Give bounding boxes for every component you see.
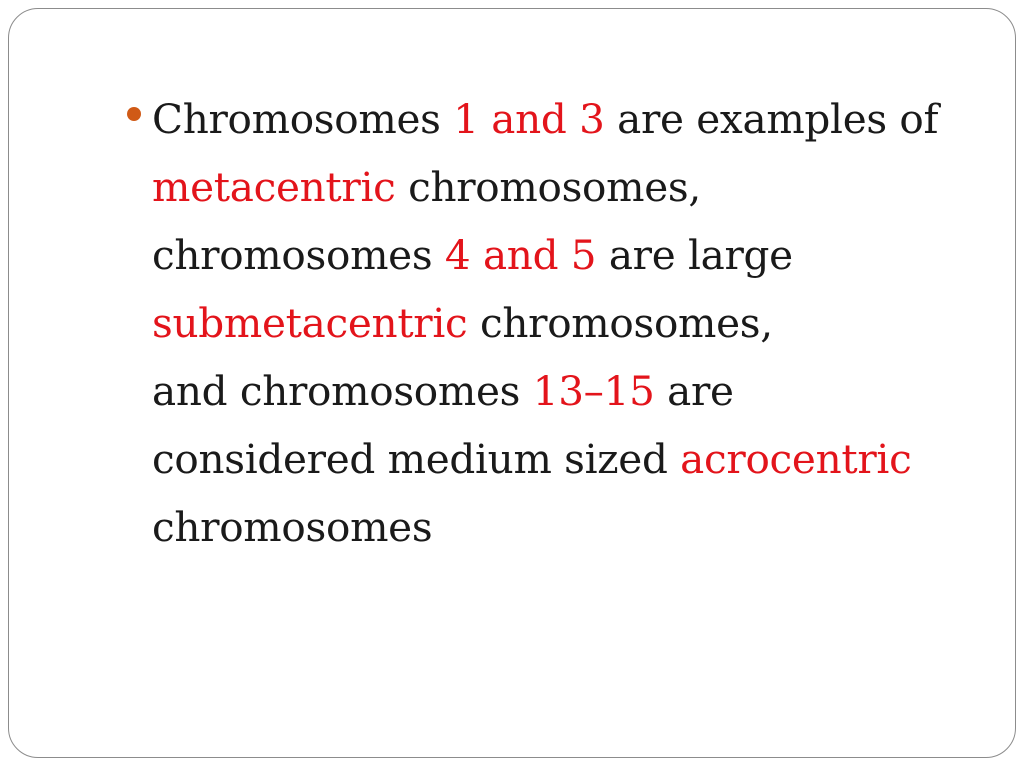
text-segment: chromosomes, <box>395 163 701 211</box>
slide-frame <box>8 8 1016 758</box>
highlighted-term: 13–15 <box>532 367 655 415</box>
text-line <box>152 85 952 153</box>
highlighted-term: acrocentric <box>680 435 912 483</box>
highlighted-term: 4 and 5 <box>444 231 597 279</box>
highlighted-term: metacentric <box>152 163 396 211</box>
text-line <box>152 493 952 561</box>
text-line <box>152 425 952 493</box>
text-segment: are <box>654 367 734 415</box>
text-segment: are large <box>596 231 793 279</box>
text-segment: considered medium sized <box>152 435 681 483</box>
bullet-icon <box>127 107 141 121</box>
text-line <box>152 153 952 221</box>
text-segment: chromosomes <box>152 503 433 551</box>
text-segment: and chromosomes <box>152 367 533 415</box>
text-line <box>152 357 952 425</box>
text-line <box>152 289 952 357</box>
highlighted-term: 1 and 3 <box>453 95 605 143</box>
text-segment: chromosomes, <box>467 299 773 347</box>
text-line <box>152 221 952 289</box>
text-segment: are examples of <box>604 95 939 143</box>
bullet-text <box>152 85 952 561</box>
highlighted-term: submetacentric <box>152 299 468 347</box>
text-segment: chromosomes <box>152 231 445 279</box>
text-segment: Chromosomes <box>152 95 454 143</box>
